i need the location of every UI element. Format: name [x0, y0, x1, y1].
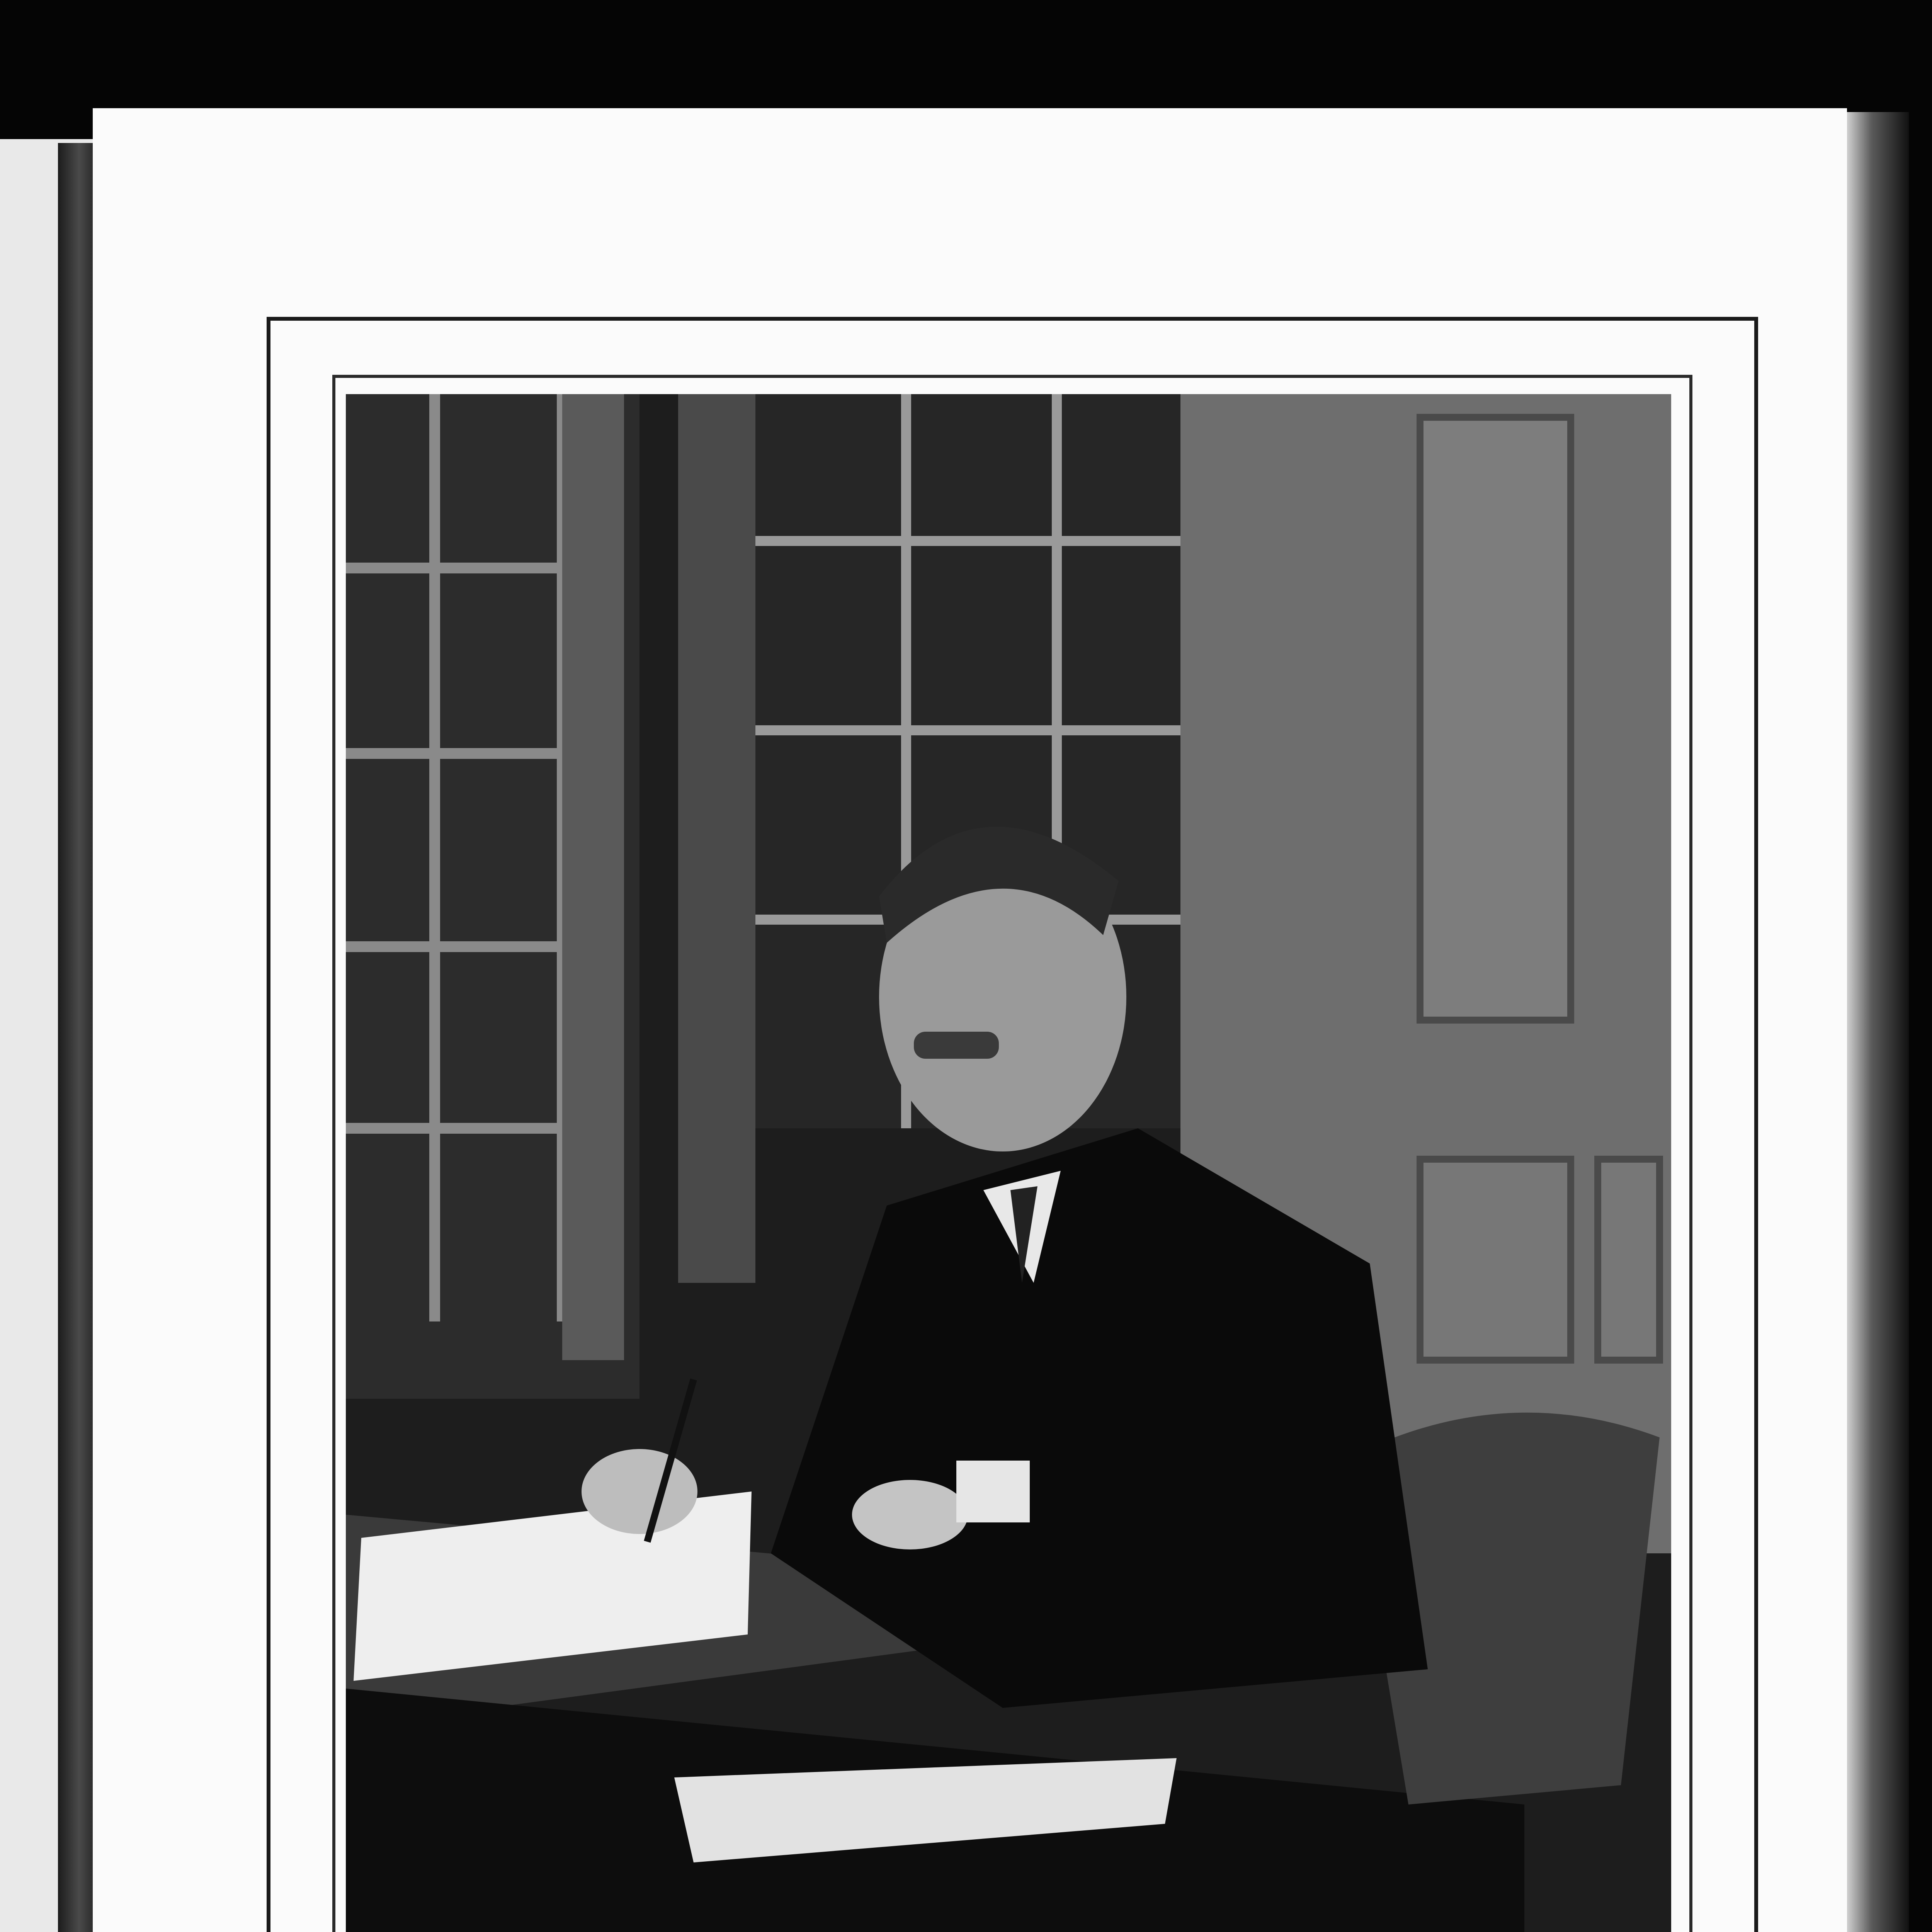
page-edge-shadow	[1847, 112, 1909, 1932]
photograph-illustration	[346, 394, 1671, 1932]
roosevelt-photograph	[346, 394, 1671, 1932]
